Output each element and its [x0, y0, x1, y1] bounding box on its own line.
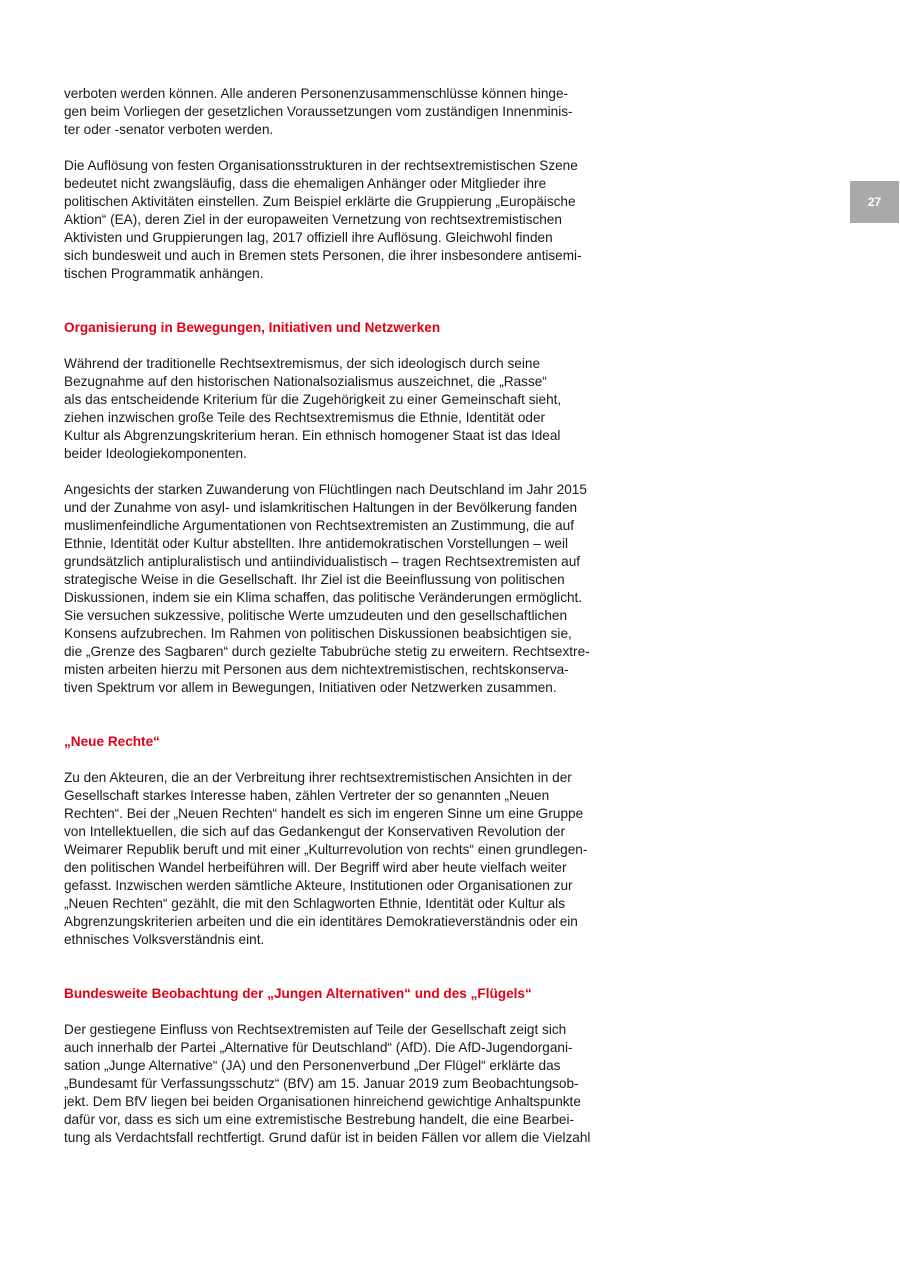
text-line: Bezugnahme auf den historischen Nationalsozialismus auszeichnet, die „Rasse“: [64, 374, 547, 389]
section-heading: [64, 985, 624, 1003]
text-line: strategische Weise in die Gesellschaft. Ihr Ziel ist die Beeinflussung von politischen: [64, 572, 565, 587]
text-line: ter oder -senator verboten werden.: [64, 122, 274, 137]
text-line: Sie versuchen sukzessive, politische Werte umzudeuten und den gesellschaftlichen: [64, 608, 568, 623]
text-line: Abgrenzungskriterien arbeiten und die ein identitäres Demokratieverständnis oder ein: [64, 914, 578, 929]
text-line: tischen Programmatik anhängen.: [64, 266, 264, 281]
text-line: ziehen inzwischen große Teile des Rechtsextremismus die Ethnie, Identität oder: [64, 410, 546, 425]
text-line: Aktion“ (EA), deren Ziel in der europaweiten Vernetzung von rechtsextremistischen: [64, 212, 562, 227]
paragraph: [64, 769, 624, 949]
paragraph: [64, 481, 624, 697]
text-line: bedeutet nicht zwangsläufig, dass die ehemaligen Anhänger oder Mitglieder ihre: [64, 176, 547, 191]
text-line: Bundesweite Beobachtung der „Jungen Alternativen“ und des „Flügels“: [64, 986, 532, 1001]
text-line: Kultur als Abgrenzungskriterium heran. Ein ethnisch homogener Staat ist das Ideal: [64, 428, 561, 443]
text-line: Zu den Akteuren, die an der Verbreitung ihrer rechtsextremistischen Ansichten in der: [64, 770, 572, 785]
text-line: Konsens aufzubrechen. Im Rahmen von politischen Diskussionen beabsichtigen sie,: [64, 626, 572, 641]
text-line: tiven Spektrum vor allem in Bewegungen, Initiativen oder Netzwerken zusammen.: [64, 680, 557, 695]
text-line: Während der traditionelle Rechtsextremismus, der sich ideologisch durch seine: [64, 356, 541, 371]
text-line: „Neue Rechte“: [64, 734, 160, 749]
text-line: „Neuen Rechten“ gezählt, die mit den Schlagworten Ethnie, Identität oder Kultur als: [64, 896, 565, 911]
text-line: ethnisches Volksverständnis eint.: [64, 932, 265, 947]
page-number-tab: [850, 181, 899, 223]
text-line: Gesellschaft starkes Interesse haben, zählen Vertreter der so genannten „Neuen: [64, 788, 550, 803]
text-line: Organisierung in Bewegungen, Initiativen und Netzwerken: [64, 320, 441, 335]
text-line: „Bundesamt für Verfassungsschutz“ (BfV) am 15. Januar 2019 zum Beobachtungsob-: [64, 1076, 579, 1091]
text-line: verboten werden können. Alle anderen Personenzusammenschlüsse können hinge-: [64, 86, 569, 101]
text-line: gen beim Vorliegen der gesetzlichen Voraussetzungen vom zuständigen Innenminis-: [64, 104, 573, 119]
text-line: tung als Verdachtsfall rechtfertigt. Grund dafür ist in beiden Fällen vor allem die Vielzahl: [64, 1130, 591, 1145]
paragraph: [64, 1021, 624, 1147]
section-heading: [64, 733, 624, 751]
paragraph: [64, 355, 624, 463]
text-line: Die Auflösung von festen Organisationsstrukturen in der rechtsextremistischen Szene: [64, 158, 578, 173]
text-line: auch innerhalb der Partei „Alternative für Deutschland“ (AfD). Die AfD-Jugendorgani-: [64, 1040, 573, 1055]
page-number: 27: [867, 195, 882, 209]
text-line: als das entscheidende Kriterium für die Zugehörigkeit zu einer Gemeinschaft sieht,: [64, 392, 562, 407]
text-line: von Intellektuellen, die sich auf das Gedankengut der Konservativen Revolution der: [64, 824, 566, 839]
text-line: misten arbeiten hierzu mit Personen aus dem nichtextremistischen, rechtskonserva-: [64, 662, 569, 677]
document-body: [64, 85, 624, 1165]
text-line: politischen Aktivitäten einstellen. Zum Beispiel erklärte die Gruppierung „Europäische: [64, 194, 576, 209]
section-heading: [64, 319, 624, 337]
text-line: sich bundesweit und auch in Bremen stets Personen, die ihrer insbesondere antisemi-: [64, 248, 582, 263]
text-line: dafür vor, dass es sich um eine extremistische Bestrebung handelt, die eine Bearbei-: [64, 1112, 575, 1127]
text-line: sation „Junge Alternative“ (JA) und den Personenverbund „Der Flügel“ erklärte das: [64, 1058, 561, 1073]
text-line: muslimenfeindliche Argumentationen von Rechtsextremisten an Zustimmung, die auf: [64, 518, 575, 533]
text-line: Rechten“. Bei der „Neuen Rechten“ handelt es sich im engeren Sinne um eine Gruppe: [64, 806, 584, 821]
text-line: Der gestiegene Einfluss von Rechtsextremisten auf Teile der Gesellschaft zeigt sich: [64, 1022, 567, 1037]
paragraph: [64, 85, 624, 139]
text-line: jekt. Dem BfV liegen bei beiden Organisationen hinreichend gewichtige Anhaltspunkte: [64, 1094, 581, 1109]
text-line: den politischen Wandel herbeiführen will. Der Begriff wird aber heute vielfach weiter: [64, 860, 567, 875]
text-line: Weimarer Republik beruft und mit einer „Kulturrevolution von rechts“ einen grundlegen-: [64, 842, 588, 857]
text-line: Aktivisten und Gruppierungen lag, 2017 offiziell ihre Auflösung. Gleichwohl finden: [64, 230, 553, 245]
text-line: beider Ideologiekomponenten.: [64, 446, 247, 461]
text-line: Angesichts der starken Zuwanderung von Flüchtlingen nach Deutschland im Jahr 2015: [64, 482, 587, 497]
text-line: Diskussionen, indem sie ein Klima schaffen, das politische Veränderungen ermöglicht.: [64, 590, 583, 605]
text-line: Ethnie, Identität oder Kultur abstellten. Ihre antidemokratischen Vorstellungen – weil: [64, 536, 569, 551]
text-line: die „Grenze des Sagbaren“ durch gezielte Tabubrüche stetig zu erweitern. Rechtsextre-: [64, 644, 590, 659]
text-line: grundsätzlich antipluralistisch und antiindividualistisch – tragen Rechtsextremisten auf: [64, 554, 581, 569]
text-line: gefasst. Inzwischen werden sämtliche Akteure, Institutionen oder Organisationen zur: [64, 878, 573, 893]
text-line: und der Zunahme von asyl- und islamkritischen Haltungen in der Bevölkerung fanden: [64, 500, 578, 515]
paragraph: [64, 157, 624, 283]
